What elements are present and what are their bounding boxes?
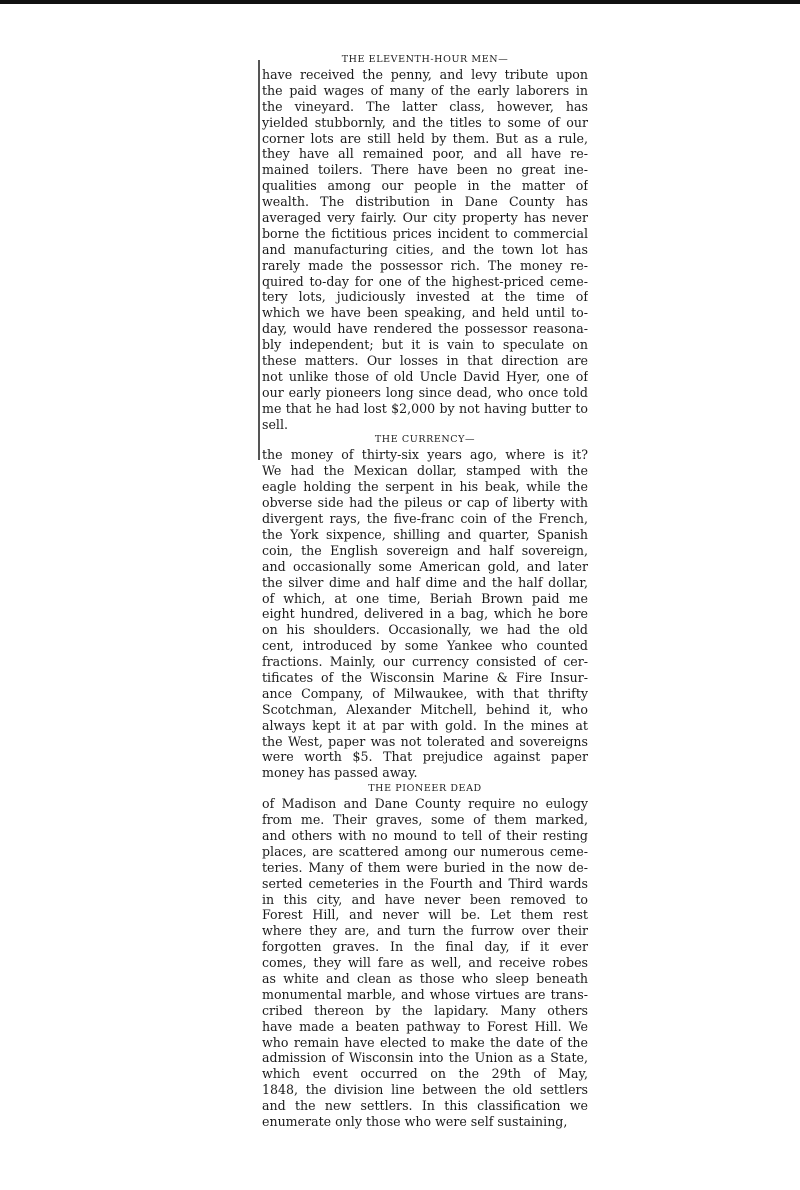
- text-line: obverse side had the pileus or cap of liberty with: [262, 495, 588, 511]
- section-heading-eleventh-hour-men: THE ELEVENTH-HOUR MEN—: [341, 54, 509, 65]
- text-line: money has passed away.: [262, 765, 418, 781]
- text-line: our early pioneers long since dead, who once told: [262, 384, 588, 400]
- text-line: day, would have rendered the possessor reasona-: [262, 321, 588, 337]
- text-line: of which, at one time, Beriah Brown paid me: [262, 590, 588, 606]
- text-line: cent, introduced by some Yankee who counted: [262, 638, 588, 654]
- text-line: the silver dime and half dime and the half dollar,: [262, 574, 588, 590]
- text-line: cribed thereon by the lapidary. Many others: [262, 1002, 588, 1018]
- text-line: admission of Wisconsin into the Union as a State,: [262, 1050, 588, 1066]
- section-body-pioneer-dead: [262, 796, 588, 1130]
- text-line: the vineyard. The latter class, however, has: [262, 98, 588, 114]
- text-line: who remain have elected to make the date of the: [262, 1034, 588, 1050]
- text-line: rarely made the possessor rich. The money re-: [262, 257, 588, 273]
- text-line: have received the penny, and levy tribute upon: [262, 67, 588, 82]
- text-line: and occasionally some American gold, and later: [262, 558, 588, 574]
- text-line: yielded stubbornly, and the titles to some of our: [262, 114, 588, 130]
- text-line: 1848, the division line between the old settlers: [262, 1082, 588, 1098]
- text-line: coin, the English sovereign and half sovereign,: [262, 542, 588, 558]
- text-line: eagle holding the serpent in his beak, while the: [262, 479, 588, 495]
- section-body-currency: [262, 447, 588, 781]
- text-line: comes, they will fare as well, and receive robes: [262, 955, 588, 971]
- text-line: bly independent; but it is vain to speculate on: [262, 337, 588, 353]
- text-line: where they are, and turn the furrow over their: [262, 923, 588, 939]
- text-line: Forest Hill, and never will be. Let them rest: [262, 907, 588, 923]
- page-top-border: [0, 0, 800, 4]
- text-line: the West, paper was not tolerated and sovereigns: [262, 733, 588, 749]
- text-line: from me. Their graves, some of them marked,: [262, 812, 588, 828]
- text-line: forgotten graves. In the final day, if it ever: [262, 939, 588, 955]
- text-line: which we have been speaking, and held until to-: [262, 305, 588, 321]
- text-line: We had the Mexican dollar, stamped with the: [262, 463, 588, 479]
- text-line: teries. Many of them were buried in the now de-: [262, 859, 588, 875]
- section-heading-currency: THE CURRENCY—: [374, 434, 476, 446]
- text-line: divergent rays, the five-franc coin of the French,: [262, 511, 588, 527]
- text-line: which event occurred on the 29th of May,: [262, 1066, 588, 1082]
- text-line: have made a beaten pathway to Forest Hill. We: [262, 1018, 588, 1034]
- text-line: the money of thirty-six years ago, where is it?: [262, 447, 588, 463]
- text-line: and the new settlers. In this classification we: [262, 1098, 588, 1114]
- text-line: as white and clean as those who sleep beneath: [262, 970, 588, 986]
- text-line: me that he had lost $2,000 by not having butter to: [262, 400, 588, 416]
- text-line: monumental marble, and whose virtues are trans-: [262, 986, 588, 1002]
- text-line: averaged very fairly. Our city property has never: [262, 210, 588, 226]
- text-line: always kept it at par with gold. In the mines at: [262, 717, 588, 733]
- text-line: borne the fictitious prices incident to commercial: [262, 225, 588, 241]
- text-line: mained toilers. There have been no great ine-: [262, 162, 588, 178]
- text-line: ance Company, of Milwaukee, with that thrifty: [262, 685, 588, 701]
- text-line: eight hundred, delivered in a bag, which he bore: [262, 606, 588, 622]
- newspaper-column: [262, 52, 588, 1130]
- text-line: corner lots are still held by them. But as a rule,: [262, 130, 588, 146]
- text-line: tificates of the Wisconsin Marine & Fire Insur-: [262, 669, 588, 685]
- text-line: qualities among our people in the matter of: [262, 178, 588, 194]
- column-rule: [258, 60, 260, 460]
- text-line: in this city, and have never been removed to: [262, 891, 588, 907]
- text-line: sell.: [262, 416, 288, 432]
- text-line: fractions. Mainly, our currency consisted of cer-: [262, 654, 588, 670]
- text-line: the York sixpence, shilling and quarter, Spanish: [262, 526, 588, 542]
- text-line: and manufacturing cities, and the town lot has: [262, 241, 588, 257]
- text-line: serted cemeteries in the Fourth and Third wards: [262, 875, 588, 891]
- text-line: and others with no mound to tell of their resting: [262, 827, 588, 843]
- text-line: of Madison and Dane County require no eulogy: [262, 796, 588, 812]
- text-line: the paid wages of many of the early laborers in: [262, 82, 588, 98]
- section-body-eleventh-hour-men: [262, 67, 588, 432]
- text-line: tery lots, judiciously invested at the time of: [262, 289, 588, 305]
- text-line: places, are scattered among our numerous ceme-: [262, 843, 588, 859]
- text-line: wealth. The distribution in Dane County has: [262, 194, 588, 210]
- text-line: quired to-day for one of the highest-priced ceme-: [262, 273, 588, 289]
- text-line: they have all remained poor, and all have re-: [262, 146, 588, 162]
- section-heading-pioneer-dead: THE PIONEER DEAD: [368, 783, 482, 795]
- text-line: on his shoulders. Occasionally, we had the old: [262, 622, 588, 638]
- text-line: enumerate only those who were self sustaining,: [262, 1114, 568, 1129]
- text-line: were worth $5. That prejudice against paper: [262, 749, 588, 765]
- text-line: Scotchman, Alexander Mitchell, behind it, who: [262, 701, 588, 717]
- text-line: these matters. Our losses in that direction are: [262, 353, 588, 369]
- text-line: not unlike those of old Uncle David Hyer, one of: [262, 368, 588, 384]
